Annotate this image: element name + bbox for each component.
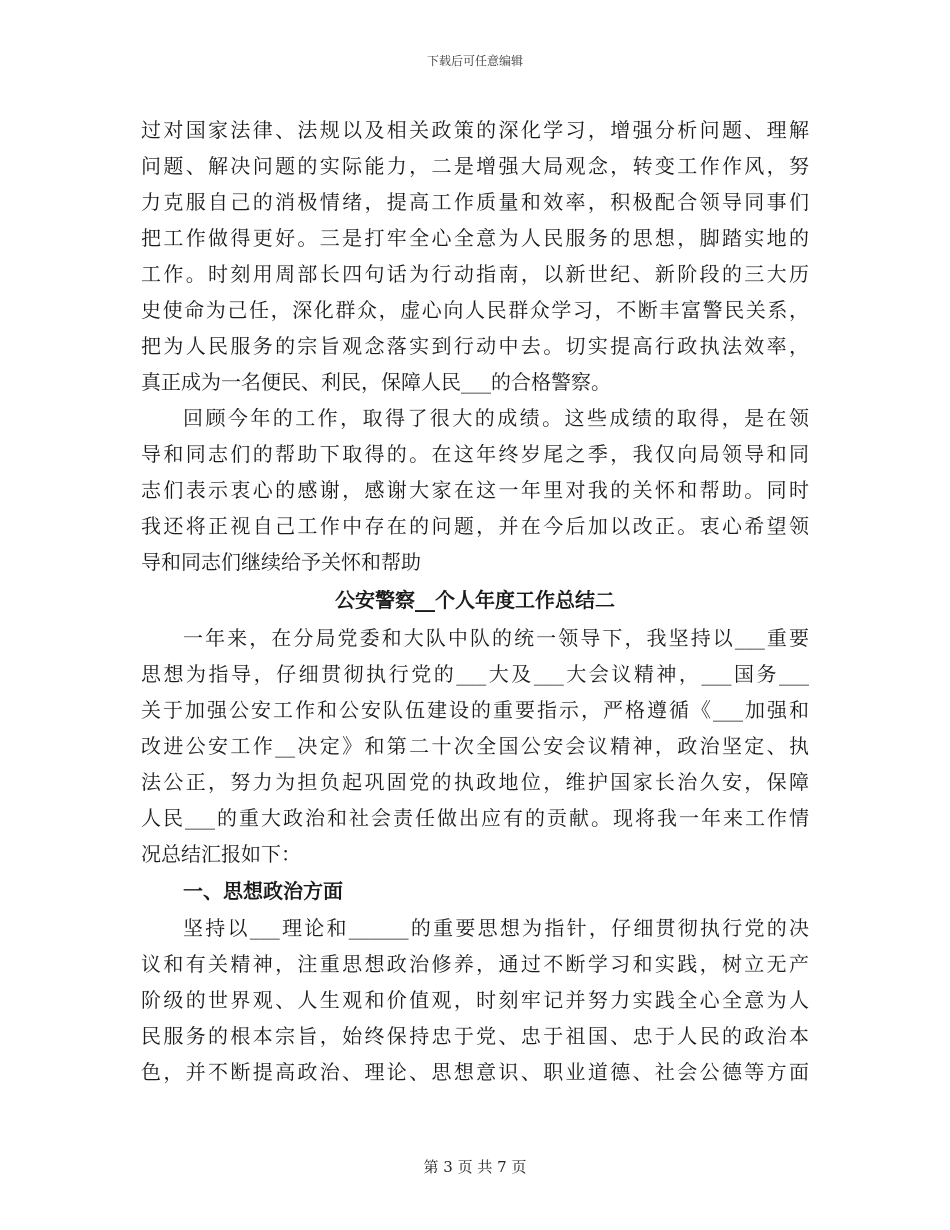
paragraph-line: 关于加强公安工作和公安队伍建设的重要指示，严格遵循《___加强和 (141, 698, 809, 722)
paragraph-line: 况总结汇报如下： (141, 842, 301, 866)
paragraph-line: 思想为指导，仔细贯彻执行党的___大及___大会议精神，___国务___ (141, 662, 809, 686)
paragraph-line: 史使命为己任，深化群众，虚心向人民群众学习，不断丰富警民关系， (141, 298, 809, 322)
paragraph-line: 改进公安工作__决定》和第二十次全国公安会议精神，政治坚定、执 (141, 734, 809, 758)
paragraph-line: 我还将正视自己工作中存在的问题，并在今后加以改正。衷心希望领 (141, 514, 809, 538)
paragraph-line: 一年来，在分局党委和大队中队的统一领导下，我坚持以___重要 (183, 626, 809, 650)
paragraph-line: 工作。时刻用周部长四句话为行动指南，以新世纪、新阶段的三大历 (141, 262, 809, 286)
paragraph-line: 阶级的世界观、人生观和价值观，时刻牢记并努力实践全心全意为人 (141, 988, 809, 1012)
paragraph-3 (141, 620, 809, 872)
paragraph-line: 法公正，努力为担负起巩固党的执政地位，维护国家长治久安，保障 (141, 770, 809, 794)
page-header-note: 下载后可任意编辑 (426, 54, 523, 68)
paragraph-line: 把工作做得更好。三是打牢全心全意为人民服务的思想，脚踏实地的 (141, 226, 809, 250)
paragraph-line: 真正成为一名便民、利民，保障人民___的合格警察。 (141, 370, 611, 394)
paragraph-1 (141, 112, 809, 400)
paragraph-line: 过对国家法律、法规以及相关政策的深化学习，增强分析问题、理解 (141, 118, 809, 142)
paragraph-2 (141, 400, 809, 580)
paragraph-line: 导和同志们继续给予关怀和帮助 (141, 550, 421, 574)
paragraph-line: 色，并不断提高政治、理论、思想意识、职业道德、社会公德等方面 (141, 1060, 809, 1084)
paragraph-line: 坚持以___理论和______的重要思想为指针，仔细贯彻执行党的决 (183, 916, 809, 940)
paragraph-line: 人民___的重大政治和社会责任做出应有的贡献。现将我一年来工作情 (141, 806, 809, 830)
paragraph-line: 导和同志们的帮助下取得的。在这年终岁尾之季，我仅向局领导和同 (141, 442, 809, 466)
paragraph-4 (141, 910, 809, 1090)
page-number: 第 3 页 共 7 页 (423, 1158, 527, 1176)
section-title: 公安警察__个人年度工作总结二 (335, 588, 615, 612)
paragraph-line: 问题、解决问题的实际能力，二是增强大局观念，转变工作作风，努 (141, 154, 809, 178)
paragraph-line: 议和有关精神，注重思想政治修养，通过不断学习和实践，树立无产 (141, 952, 809, 976)
paragraph-line: 民服务的根本宗旨，始终保持忠于党、忠于祖国、忠于人民的政治本 (141, 1024, 809, 1048)
subsection-heading: 一、思想政治方面 (183, 879, 343, 903)
paragraph-line: 力克服自己的消极情绪，提高工作质量和效率，积极配合领导同事们 (141, 190, 809, 214)
paragraph-line: 回顾今年的工作，取得了很大的成绩。这些成绩的取得，是在领 (183, 406, 809, 430)
paragraph-line: 把为人民服务的宗旨观念落实到行动中去。切实提高行政执法效率， (141, 334, 809, 358)
paragraph-line: 志们表示衷心的感谢，感谢大家在这一年里对我的关怀和帮助。同时 (141, 478, 809, 502)
document-body (141, 112, 809, 1090)
